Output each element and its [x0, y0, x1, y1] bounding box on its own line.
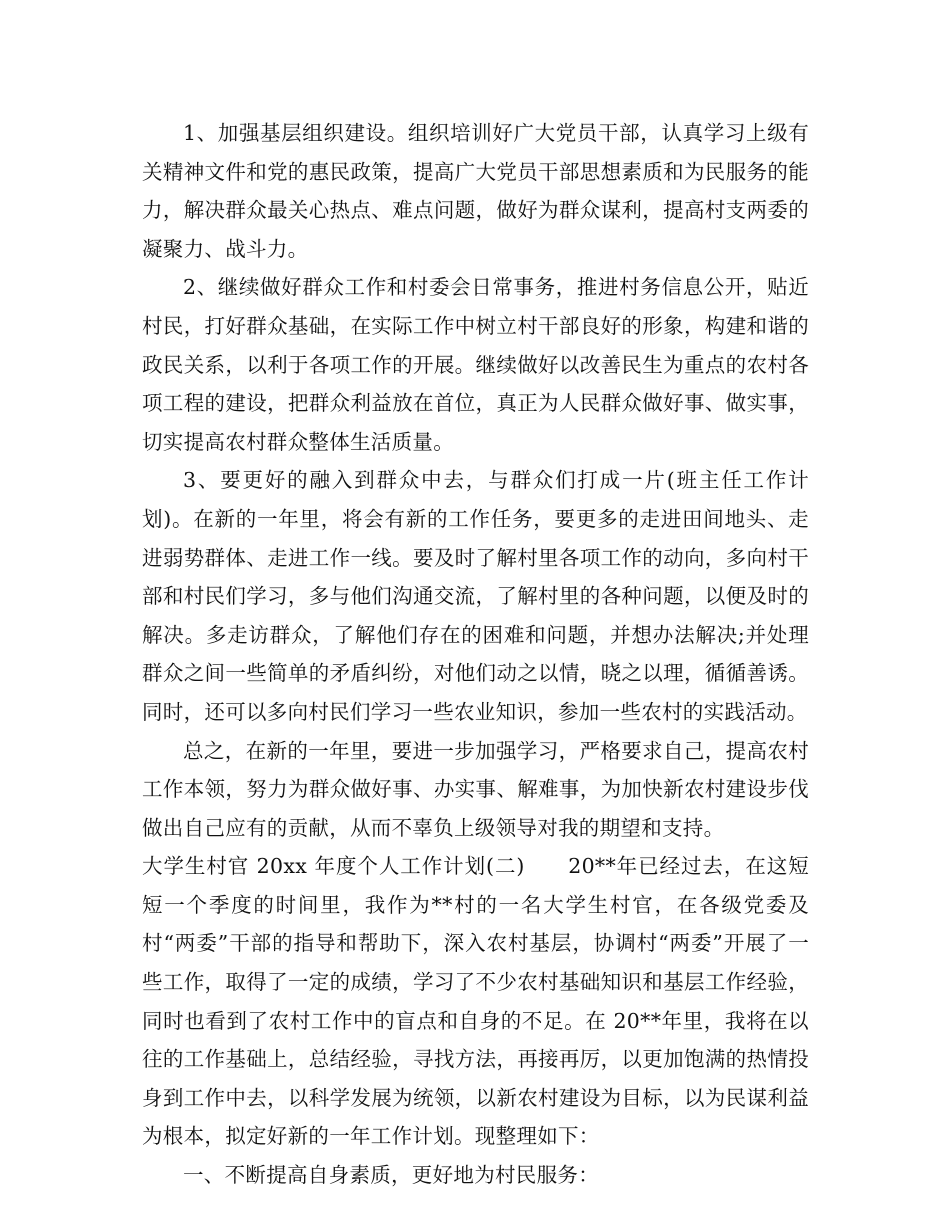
plan-intro-paragraph: 大学生村官 20xx 年度个人工作计划(二) 20**年已经过去，在这短短一个季度的时间里，我作为**村的一名大学生村官，在各级党委及村“两委”干部的指导和帮助下，深入农村基层，协调村“两委”开展了一些工作，取得了一定的成绩，学习了不少农村基础知识和基层工作经验，同时也看到了农村工作中的盲点和自身的不足。在 20**年里，我将在以往的工作基础上，总结经验，寻找方法，再接再厉，以更加饱满的热情投身到工作中去，以科学发展为统领，以新农村建设为目标，以为民谋利益为根本，拟定好新的一年工作计划。现整理如下：	[142, 854, 809, 1149]
paragraph-item-2: 2、继续做好群众工作和村委会日常事务，推进村务信息公开，贴近村民，打好群众基础，在实际工作中树立村干部良好的形象，构建和谐的政民关系，以利于各项工作的开展。继续做好以改善民生为重点的农村各项工程的建设，把群众利益放在首位，真正为人民群众做好事、做实事，切实提高农村群众整体生活质量。	[142, 275, 809, 454]
paragraph-item-1: 1、加强基层组织建设。组织培训好广大党员干部，认真学习上级有关精神文件和党的惠民政策，提高广大党员干部思想素质和为民服务的能力，解决群众最关心热点、难点问题，做好为群众谋利，提高村支两委的凝聚力、战斗力。	[142, 121, 809, 261]
paragraph-item-3: 3、要更好的融入到群众中去，与群众们打成一片(班主任工作计划)。在新的一年里，将会有新的工作任务，要更多的走进田间地头、走进弱势群体、走进工作一线。要及时了解村里各项工作的动向，多向村干部和村民们学习，多与他们沟通交流，了解村里的各种问题，以便及时的解决。多走访群众，了解他们存在的困难和问题，并想办法解决;并处理群众之间一些简单的矛盾纠纷，对他们动之以情，晓之以理，循循善诱。同时，还可以多向村民们学习一些农业知识，参加一些农村的实践活动。	[142, 468, 809, 724]
document-body	[142, 114, 809, 1195]
summary-paragraph: 总之，在新的一年里，要进一步加强学习，严格要求自己，提高农村工作本领，努力为群众做好事、办实事、解难事，为加快新农村建设步伐做出自己应有的贡献，从而不辜负上级领导对我的期望和支持。	[142, 738, 809, 840]
section-heading: 一、不断提高自身素质，更好地为村民服务：	[183, 1163, 599, 1188]
